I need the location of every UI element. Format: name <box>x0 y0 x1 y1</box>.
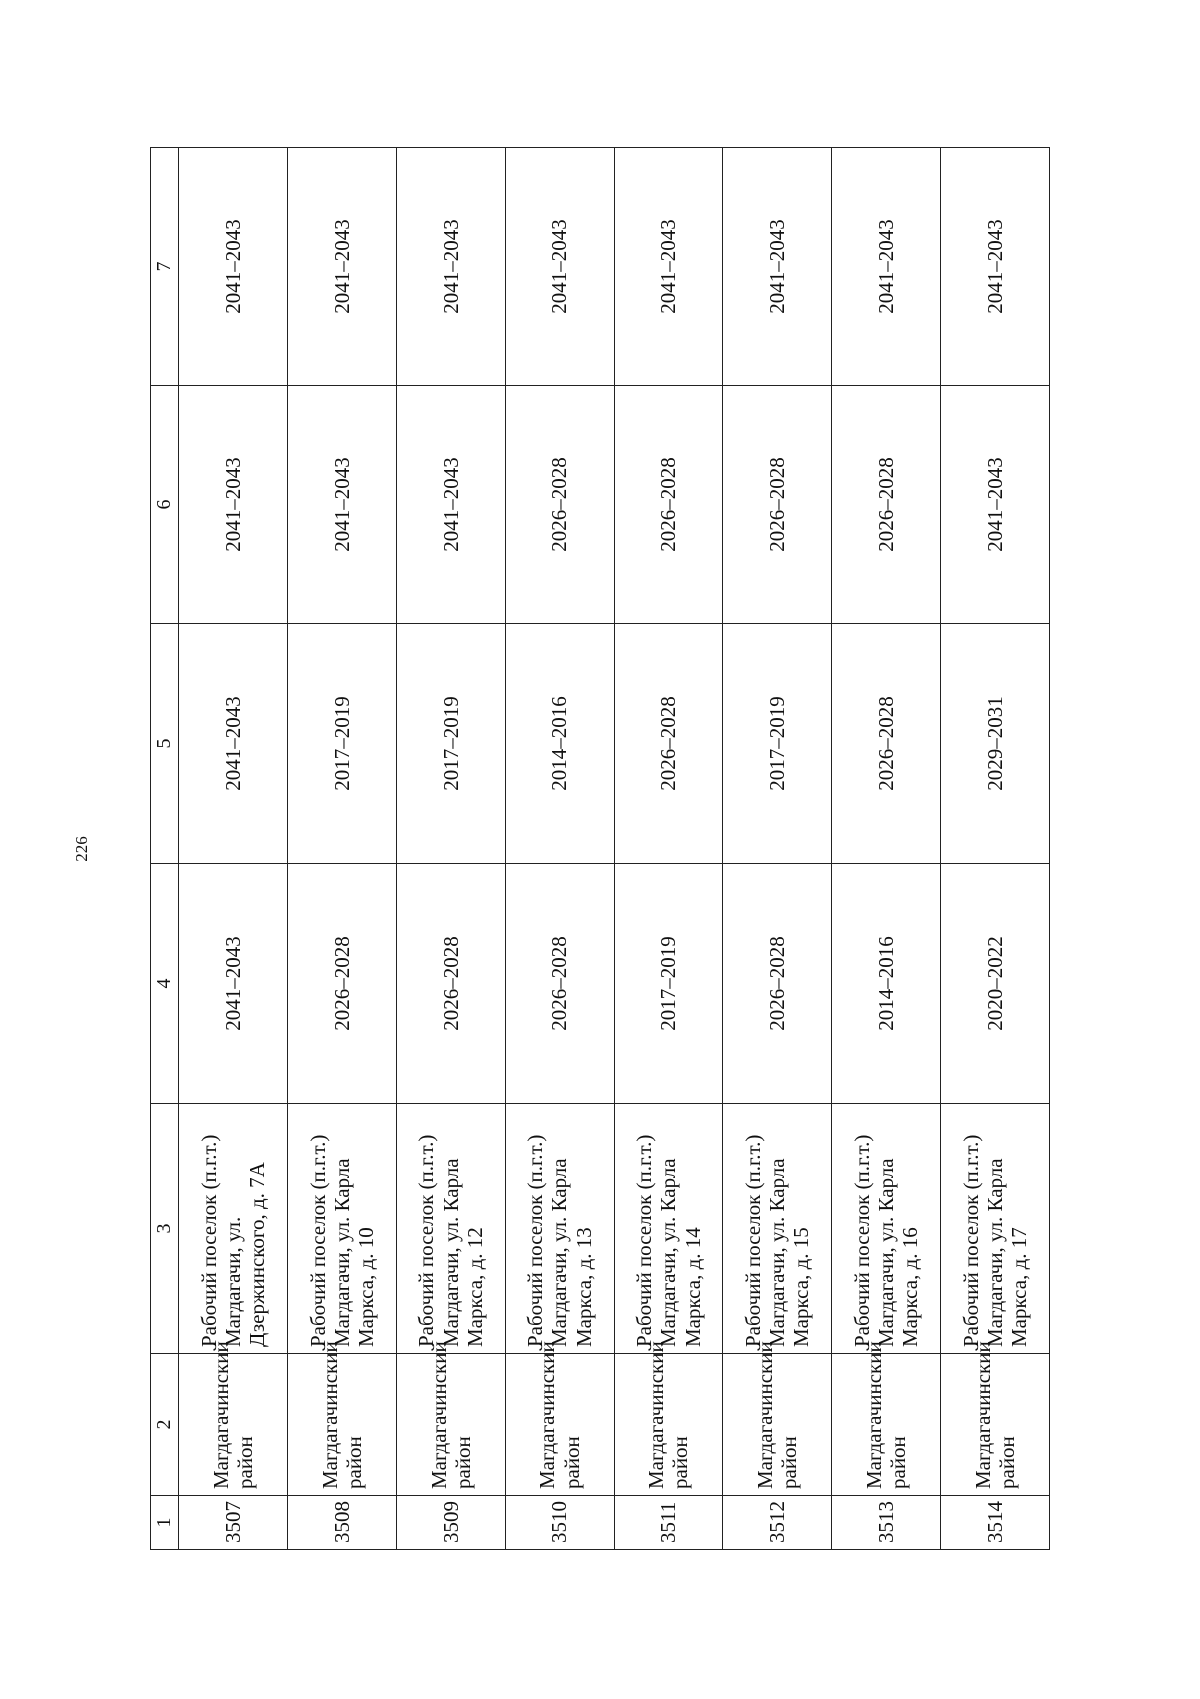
column-header: 3 <box>151 1104 179 1354</box>
period-cell: 2017–2019 <box>396 624 505 864</box>
address-cell: Рабочий поселок (п.г.т.) Магдагачи, ул. Карла Маркса, д. 12 <box>396 1104 505 1354</box>
row-id: 3514 <box>941 1496 1050 1550</box>
period-cell: 2041–2043 <box>941 386 1050 624</box>
period-cell: 2017–2019 <box>614 864 723 1104</box>
period-cell: 2026–2028 <box>614 386 723 624</box>
period-cell: 2026–2028 <box>723 864 832 1104</box>
district-cell: Магдагачинский район <box>287 1354 396 1496</box>
column-header: 4 <box>151 864 179 1104</box>
period-cell: 2041–2043 <box>396 148 505 386</box>
period-cell: 2041–2043 <box>287 148 396 386</box>
period-cell: 2041–2043 <box>614 148 723 386</box>
period-cell: 2026–2028 <box>614 624 723 864</box>
period-cell: 2041–2043 <box>832 148 941 386</box>
period-cell: 2041–2043 <box>179 386 288 624</box>
period-cell: 2041–2043 <box>941 148 1050 386</box>
row-id: 3513 <box>832 1496 941 1550</box>
row-id: 3510 <box>505 1496 614 1550</box>
period-cell: 2020–2022 <box>941 864 1050 1104</box>
address-cell: Рабочий поселок (п.г.т.) Магдагачи, ул. Карла Маркса, д. 13 <box>505 1104 614 1354</box>
period-cell: 2017–2019 <box>723 624 832 864</box>
period-cell: 2026–2028 <box>396 864 505 1104</box>
column-header: 7 <box>151 148 179 386</box>
row-id: 3507 <box>179 1496 288 1550</box>
period-cell: 2026–2028 <box>505 386 614 624</box>
district-cell: Магдагачинский район <box>179 1354 288 1496</box>
district-cell: Магдагачинский район <box>832 1354 941 1496</box>
page-number: 226 <box>72 836 91 862</box>
records-table <box>150 147 1050 1550</box>
district-cell: Магдагачинский район <box>941 1354 1050 1496</box>
period-cell: 2041–2043 <box>287 386 396 624</box>
district-cell: Магдагачинский район <box>396 1354 505 1496</box>
header-row <box>151 148 179 1550</box>
district-cell: Магдагачинский район <box>505 1354 614 1496</box>
address-cell: Рабочий поселок (п.г.т.) Магдагачи, ул. Карла Маркса, д. 16 <box>832 1104 941 1354</box>
period-cell: 2041–2043 <box>396 386 505 624</box>
row-id: 3509 <box>396 1496 505 1550</box>
period-cell: 2026–2028 <box>832 386 941 624</box>
period-cell: 2041–2043 <box>179 864 288 1104</box>
column-header: 5 <box>151 624 179 864</box>
table-row <box>723 148 832 1550</box>
period-cell: 2041–2043 <box>179 624 288 864</box>
period-cell: 2041–2043 <box>179 148 288 386</box>
row-id: 3508 <box>287 1496 396 1550</box>
table-row <box>179 148 288 1550</box>
rotated-table-container <box>150 148 1050 1550</box>
column-header: 1 <box>151 1496 179 1550</box>
address-cell: Рабочий поселок (п.г.т.) Магдагачи, ул. Карла Маркса, д. 10 <box>287 1104 396 1354</box>
table-row <box>614 148 723 1550</box>
table-row <box>396 148 505 1550</box>
period-cell: 2014–2016 <box>832 864 941 1104</box>
column-header: 2 <box>151 1354 179 1496</box>
period-cell: 2014–2016 <box>505 624 614 864</box>
district-cell: Магдагачинский район <box>614 1354 723 1496</box>
address-cell: Рабочий поселок (п.г.т.) Магдагачи, ул. Дзержинского, д. 7А <box>179 1104 288 1354</box>
table-row <box>941 148 1050 1550</box>
period-cell: 2026–2028 <box>723 386 832 624</box>
period-cell: 2029–2031 <box>941 624 1050 864</box>
address-cell: Рабочий поселок (п.г.т.) Магдагачи, ул. Карла Маркса, д. 15 <box>723 1104 832 1354</box>
table-row <box>287 148 396 1550</box>
period-cell: 2026–2028 <box>287 864 396 1104</box>
address-cell: Рабочий поселок (п.г.т.) Магдагачи, ул. Карла Маркса, д. 17 <box>941 1104 1050 1354</box>
table-row <box>505 148 614 1550</box>
address-cell: Рабочий поселок (п.г.т.) Магдагачи, ул. Карла Маркса, д. 14 <box>614 1104 723 1354</box>
period-cell: 2017–2019 <box>287 624 396 864</box>
row-id: 3512 <box>723 1496 832 1550</box>
period-cell: 2041–2043 <box>723 148 832 386</box>
period-cell: 2026–2028 <box>505 864 614 1104</box>
row-id: 3511 <box>614 1496 723 1550</box>
period-cell: 2041–2043 <box>505 148 614 386</box>
district-cell: Магдагачинский район <box>723 1354 832 1496</box>
table-row <box>832 148 941 1550</box>
period-cell: 2026–2028 <box>832 624 941 864</box>
column-header: 6 <box>151 386 179 624</box>
